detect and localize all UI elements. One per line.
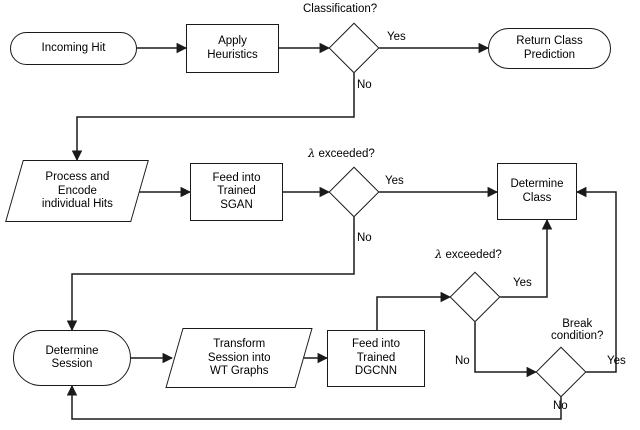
label-break-condition-line1: Break — [562, 318, 593, 330]
node-incoming-hit[interactable] — [10, 32, 137, 65]
lambda-text-1: exceeded? — [315, 148, 375, 160]
node-lambda-decision-dgcnn[interactable] — [457, 279, 493, 315]
node-return-class-prediction[interactable] — [488, 28, 611, 69]
label-lambda-exceeded-sgan — [308, 146, 375, 160]
label-yes-classification: Yes — [387, 31, 406, 43]
node-apply-heuristics-line1: Apply — [218, 35, 247, 47]
node-determine-session-line1: Determine — [45, 344, 99, 357]
node-feed-into-dgcnn-line3: DGCNN — [354, 365, 398, 378]
label-yes-lambda-dgcnn: Yes — [513, 277, 532, 289]
label-yes-break-condition: Yes — [607, 355, 626, 367]
node-feed-into-sgan-line3: SGAN — [220, 198, 253, 211]
lambda-glyph-2: λ — [435, 247, 443, 261]
node-determine-class[interactable] — [497, 163, 577, 220]
diamond-shape-lambda-sgan — [329, 167, 380, 218]
node-transform-session-line2: Session into — [207, 351, 271, 364]
label-yes-lambda-sgan: Yes — [385, 175, 404, 187]
node-determine-session-line2: Session — [51, 358, 93, 370]
label-classification-question: Classification? — [303, 3, 378, 15]
label-break-condition-line2: condition? — [551, 330, 604, 342]
node-determine-class-line2: Class — [522, 191, 552, 204]
diamond-shape-classification — [329, 23, 380, 74]
node-process-and-encode[interactable] — [5, 160, 149, 222]
node-transform-session-line3: WT Graphs — [209, 364, 269, 377]
node-feed-into-dgcnn-line1: Feed into — [352, 338, 400, 351]
label-break-condition — [551, 318, 603, 342]
node-process-and-encode-line3: individual Hits — [41, 197, 113, 210]
label-no-break-condition: No — [553, 400, 568, 412]
node-break-condition-decision[interactable] — [543, 354, 579, 390]
node-classification-decision[interactable] — [336, 30, 372, 66]
node-feed-into-dgcnn-line2: Trained — [356, 351, 396, 364]
node-process-and-encode-line2: Encode — [57, 184, 97, 197]
node-apply-heuristics-line2: Heuristics — [207, 48, 258, 61]
node-incoming-hit-label: Incoming Hit — [41, 41, 106, 54]
node-feed-into-sgan[interactable] — [190, 163, 283, 221]
label-no-classification: No — [357, 79, 372, 91]
lambda-glyph-1: λ — [308, 146, 316, 160]
node-feed-into-dgcnn[interactable] — [327, 330, 425, 387]
node-process-and-encode-line1: Process and — [45, 170, 109, 183]
node-return-class-prediction-line2: Prediction — [523, 48, 576, 61]
lambda-text-2: exceeded? — [442, 249, 502, 261]
node-lambda-decision-sgan[interactable] — [336, 174, 372, 210]
diamond-shape-lambda-dgcnn — [450, 272, 501, 323]
label-no-lambda-dgcnn: No — [455, 355, 470, 367]
label-no-lambda-sgan: No — [357, 232, 372, 244]
node-apply-heuristics[interactable] — [186, 24, 279, 73]
label-lambda-exceeded-dgcnn — [435, 247, 502, 261]
node-return-class-prediction-line1: Return Class — [516, 35, 583, 47]
node-determine-class-line1: Determine — [510, 178, 564, 190]
node-transform-session[interactable] — [165, 328, 312, 388]
node-transform-session-line1: Transform — [213, 337, 265, 350]
node-feed-into-sgan-line1: Feed into — [212, 171, 261, 184]
node-determine-session[interactable] — [13, 330, 131, 386]
node-feed-into-sgan-line2: Trained — [217, 185, 256, 198]
diamond-shape-break-condition — [536, 347, 587, 398]
